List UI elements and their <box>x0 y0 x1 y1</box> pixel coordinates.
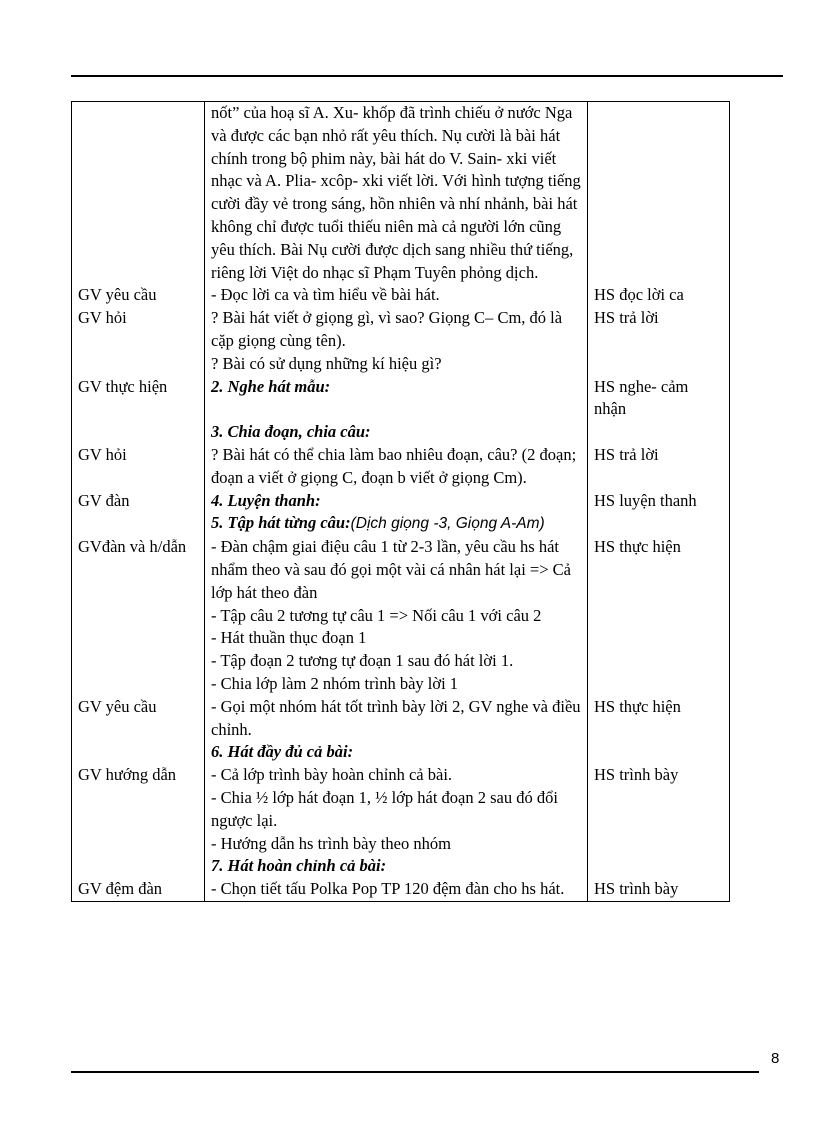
teacher-cell: GV hỏi <box>72 444 205 490</box>
student-cell <box>588 353 730 376</box>
page-number: 8 <box>771 1050 780 1067</box>
section-heading: 7. Hát hoàn chỉnh cả bài: <box>205 855 588 878</box>
section-heading: 3. Chia đoạn, chia câu: <box>205 421 588 444</box>
content-cell: - Chọn tiết tấu Polka Pop TP 120 đệm đàn cho hs hát. <box>205 878 588 901</box>
table-row <box>72 421 730 444</box>
teacher-cell <box>72 650 205 673</box>
content-cell: - Tập câu 2 tương tự câu 1 => Nối câu 1 với câu 2 <box>205 605 588 628</box>
student-cell <box>588 421 730 444</box>
content-cell: - Chia lớp làm 2 nhóm trình bày lời 1 <box>205 673 588 696</box>
content-cell: - Hát thuần thục đoạn 1 <box>205 627 588 650</box>
teacher-cell <box>72 787 205 833</box>
content-cell: ? Bài hát viết ở giọng gì, vì sao? Giọng C– Cm, đó là cặp giọng cùng tên). <box>205 307 588 353</box>
teacher-cell <box>72 102 205 285</box>
table-row <box>72 696 730 742</box>
teacher-cell: GV đàn <box>72 490 205 513</box>
section-heading: 4. Luyện thanh: <box>205 490 588 513</box>
content-cell: - Cả lớp trình bày hoàn chỉnh cả bài. <box>205 764 588 787</box>
transpose-note: (Dịch giọng -3, Giọng A-Am) <box>350 515 545 533</box>
content-cell: - Đàn chậm giai điệu câu 1 từ 2-3 lần, yêu cầu hs hát nhẩm theo và sau đó gọi một vài cá nhân hát lại => Cả lớp hát theo đàn <box>205 536 588 604</box>
content-cell: - Hướng dẫn hs trình bày theo nhóm <box>205 833 588 856</box>
teacher-cell: GVđàn và h/dẫn <box>72 536 205 604</box>
table-row <box>72 787 730 833</box>
student-cell: HS thực hiện <box>588 536 730 604</box>
content-cell: - Tập đoạn 2 tương tự đoạn 1 sau đó hát lời 1. <box>205 650 588 673</box>
teacher-cell <box>72 353 205 376</box>
table-row <box>72 536 730 604</box>
section-heading-cell <box>205 512 588 536</box>
student-cell <box>588 855 730 878</box>
table-row <box>72 833 730 856</box>
table-row <box>72 444 730 490</box>
student-cell <box>588 741 730 764</box>
table-row <box>72 376 730 422</box>
teacher-cell <box>72 741 205 764</box>
teacher-cell: GV thực hiện <box>72 376 205 422</box>
table-row <box>72 353 730 376</box>
section-heading: 6. Hát đầy đủ cả bài: <box>205 741 588 764</box>
teacher-cell <box>72 627 205 650</box>
teacher-cell <box>72 512 205 536</box>
lesson-table <box>71 101 730 902</box>
teacher-cell <box>72 673 205 696</box>
student-cell: HS trả lời <box>588 307 730 353</box>
teacher-cell <box>72 833 205 856</box>
teacher-cell: GV hướng dẫn <box>72 764 205 787</box>
content-cell: - Gọi một nhóm hát tốt trình bày lời 2, GV nghe và điều chỉnh. <box>205 696 588 742</box>
table-row <box>72 102 730 285</box>
student-cell <box>588 512 730 536</box>
table-row <box>72 878 730 901</box>
student-cell <box>588 833 730 856</box>
teacher-cell <box>72 855 205 878</box>
student-cell <box>588 650 730 673</box>
table-row <box>72 650 730 673</box>
table-row <box>72 673 730 696</box>
content-cell: ? Bài có sử dụng những kí hiệu gì? <box>205 353 588 376</box>
footer-rule <box>71 1071 759 1073</box>
student-cell <box>588 673 730 696</box>
teacher-cell <box>72 605 205 628</box>
student-cell: HS trình bày <box>588 764 730 787</box>
table-row <box>72 490 730 513</box>
table-row <box>72 512 730 536</box>
student-cell: HS luyện thanh <box>588 490 730 513</box>
table-row <box>72 627 730 650</box>
student-cell <box>588 102 730 285</box>
student-cell: HS trả lời <box>588 444 730 490</box>
table-row <box>72 764 730 787</box>
student-cell <box>588 605 730 628</box>
header-rule <box>71 75 783 77</box>
section-heading: 5. Tập hát từng câu: <box>211 513 351 533</box>
student-cell <box>588 627 730 650</box>
table-row <box>72 307 730 353</box>
table-row <box>72 605 730 628</box>
table-row <box>72 741 730 764</box>
section-heading: 2. Nghe hát mẫu: <box>205 376 588 422</box>
student-cell: HS nghe- cảm nhận <box>588 376 730 422</box>
table-row <box>72 855 730 878</box>
student-cell: HS đọc lời ca <box>588 284 730 307</box>
content-cell: nốt” của hoạ sĩ A. Xu- khốp đã trình chiếu ở nước Nga và được các bạn nhỏ rất yêu thích. Nụ cười là bài hát chính trong bộ phim này, bài hát do V. Sain- xki viết nhạc và A. Plia- xcôp- xki viết lời. Với hình tượng tiếng cười đầy vẻ trong sáng, hồn nhiên và nhí nhảnh, bài hát không chỉ được tuổi thiếu niên mà cả người lớn cũng yêu thích. Bài Nụ cười được dịch sang nhiều thứ tiếng, riêng lời Việt do nhạc sĩ Phạm Tuyên phỏng dịch. <box>205 102 588 285</box>
teacher-cell: GV yêu cầu <box>72 696 205 742</box>
table-row <box>72 284 730 307</box>
content-cell: - Đọc lời ca và tìm hiểu về bài hát. <box>205 284 588 307</box>
teacher-cell: GV hỏi <box>72 307 205 353</box>
content-cell: - Chia ½ lớp hát đoạn 1, ½ lớp hát đoạn 2 sau đó đổi ngược lại. <box>205 787 588 833</box>
teacher-cell: GV đệm đàn <box>72 878 205 901</box>
student-cell: HS trình bày <box>588 878 730 901</box>
teacher-cell: GV yêu cầu <box>72 284 205 307</box>
student-cell <box>588 787 730 833</box>
content-cell: ? Bài hát có thể chia làm bao nhiêu đoạn, câu? (2 đoạn; đoạn a viết ở giọng C, đoạn b viết ở giọng Cm). <box>205 444 588 490</box>
student-cell: HS thực hiện <box>588 696 730 742</box>
teacher-cell <box>72 421 205 444</box>
